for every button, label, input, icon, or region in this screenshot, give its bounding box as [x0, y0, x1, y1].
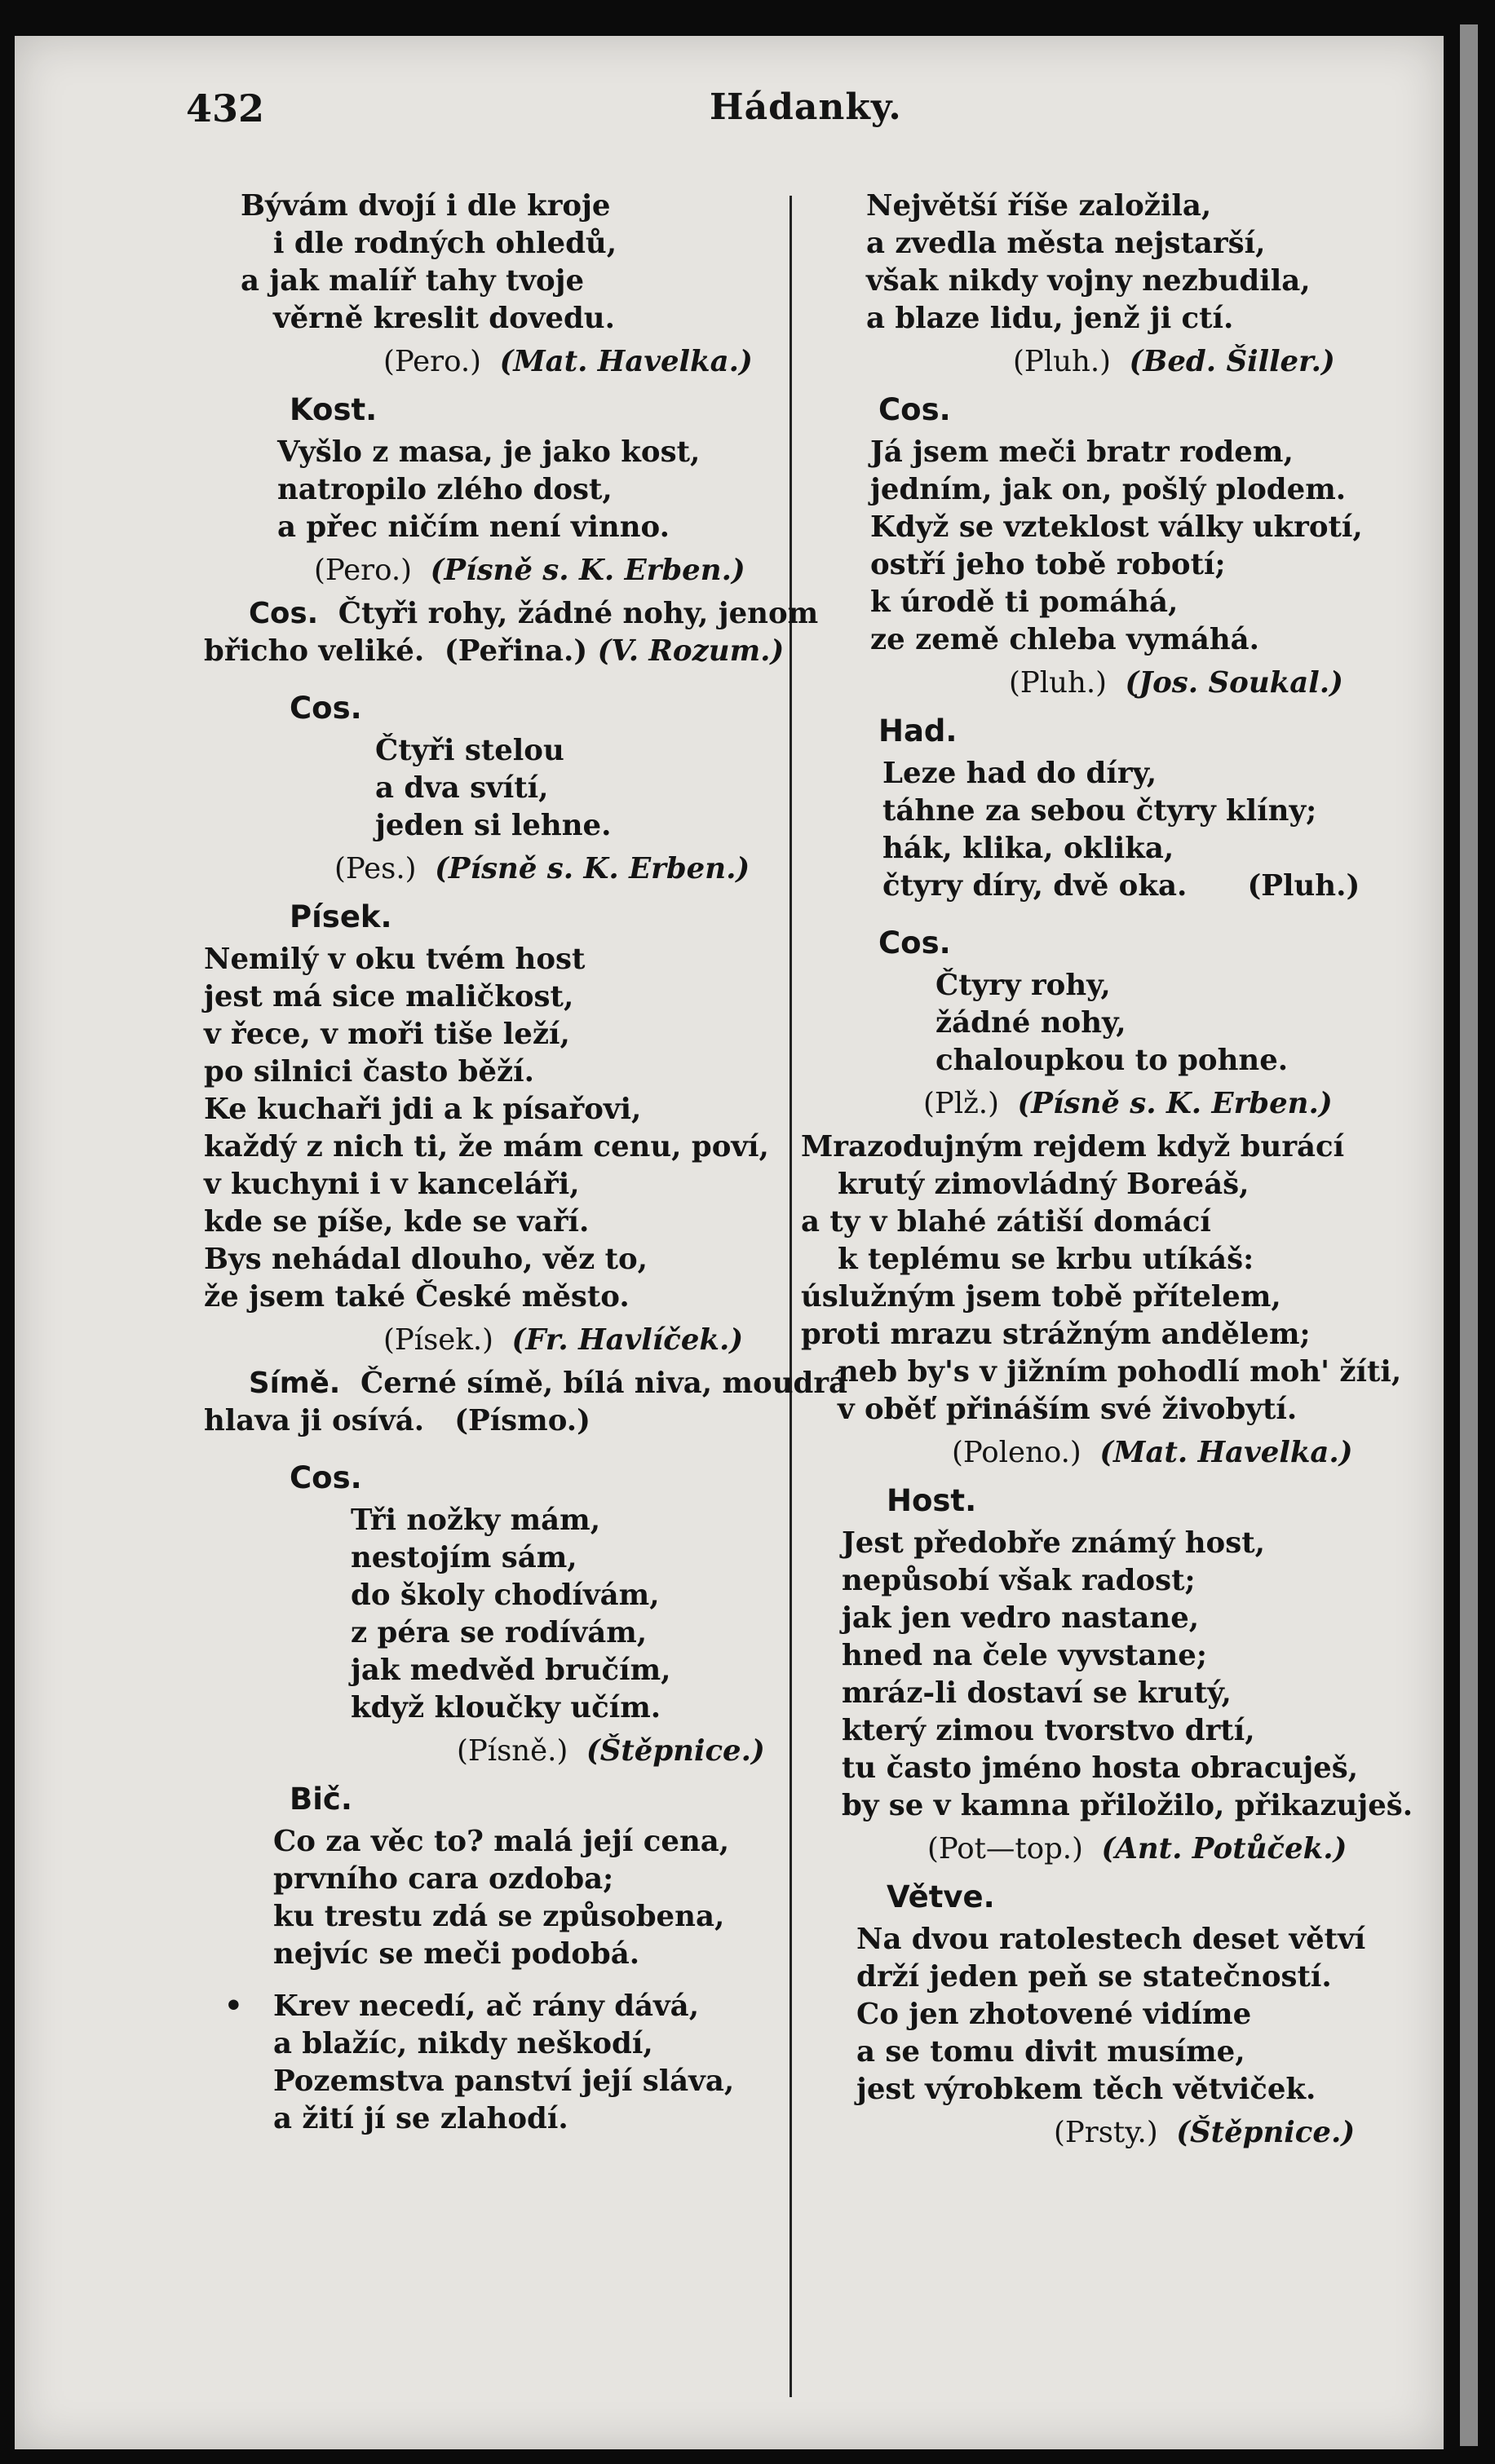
- riddle-answer: (Pluh.): [1009, 666, 1107, 700]
- riddle-answer: (Prsty.): [1054, 2116, 1158, 2149]
- verse-line: tu často jméno hosta obracuješ,: [842, 1751, 1359, 1785]
- riddle-answer: (Písně.): [457, 1734, 568, 1768]
- verse-line: každý z nich ti, že mám cenu, poví,: [204, 1130, 769, 1164]
- verse-line: hlava ji osívá.: [204, 1404, 425, 1437]
- riddle-final: [204, 1988, 791, 2138]
- verse-line: čtyry díry, dvě oka.: [882, 869, 1188, 903]
- riddle-answer: (Písmo.): [454, 1404, 590, 1437]
- riddle-pluh-1: [801, 188, 1388, 386]
- verse-line: jeden si lehne.: [375, 809, 612, 842]
- riddle-source: (Mat. Havelka.): [1099, 1436, 1353, 1469]
- verse-line: a zvedla města nejstarší,: [866, 227, 1266, 260]
- verse-line: věrně kreslit dovedu.: [273, 302, 615, 335]
- riddle-vetve: [801, 1874, 1388, 2157]
- verse-line: i dle rodných ohledů,: [273, 227, 617, 260]
- verse-line: Největší říše založila,: [866, 189, 1212, 223]
- verse-line: do školy chodívám,: [351, 1579, 660, 1612]
- verse-line: Mrazodujným rejdem když burácí: [801, 1130, 1345, 1164]
- verse-line: v oběť přináším své živobytí.: [838, 1393, 1298, 1426]
- left-column: [204, 188, 848, 2138]
- verse-line: když kloučky učím.: [351, 1691, 661, 1724]
- riddle-answer: (Peřina.): [444, 634, 588, 668]
- riddle-cos-pes: [204, 685, 791, 894]
- running-title: Hádanky.: [710, 86, 902, 128]
- verse-line: hák, klika, oklika,: [882, 832, 1174, 865]
- riddle-cos-pluh: [801, 386, 1388, 708]
- riddle-heading: Větve.: [887, 1879, 995, 1914]
- verse-line: hned na čele vyvstane;: [842, 1639, 1207, 1672]
- riddle-source: (Štěpnice.): [586, 1734, 765, 1768]
- verse-line: prvního cara ozdoba;: [273, 1862, 614, 1896]
- verse-line: z péra se rodívám,: [351, 1616, 648, 1649]
- verse-line: Čtyři rohy, žádné nohy, jenom: [338, 597, 819, 630]
- riddle-had: [801, 708, 1388, 920]
- riddle-heading: Símě.: [249, 1367, 341, 1400]
- riddle-source: (Jos. Soukal.): [1125, 666, 1343, 700]
- riddle-pisek: [204, 894, 791, 1365]
- verse-line: Leze had do díry,: [882, 757, 1157, 790]
- riddle-source: (Fr. Havlíček.): [511, 1323, 744, 1357]
- verse-line: Pozemstva panství její sláva,: [273, 2064, 735, 2098]
- verse-line: po silnici často běží.: [204, 1055, 535, 1088]
- riddle-source: (V. Rozum.): [597, 634, 785, 668]
- page-header: [0, 67, 1495, 132]
- riddle-bic: [204, 1776, 791, 1988]
- verse-line: Černé símě, bílá niva, moudrá: [360, 1367, 848, 1400]
- verse-line: natropilo zlého dost,: [277, 473, 613, 506]
- verse-line: mráz-li dostaví se krutý,: [842, 1676, 1232, 1710]
- verse-line: kde se píše, kde se vaří.: [204, 1205, 590, 1239]
- verse-line: a přec ničím není vinno.: [277, 510, 670, 544]
- riddle-answer: (Pero.): [383, 345, 482, 378]
- verse-line: a blaze lidu, jenž ji ctí.: [866, 302, 1234, 335]
- verse-line: k teplému se krbu utíkáš:: [838, 1243, 1254, 1276]
- riddle-source: (Ant. Potůček.): [1101, 1832, 1347, 1866]
- riddle-cos-pisne: [204, 1455, 791, 1776]
- riddle-heading: Had.: [878, 713, 958, 748]
- riddle-answer: (Pot—top.): [927, 1832, 1083, 1866]
- verse-line: a ty v blahé zátiší domácí: [801, 1205, 1211, 1239]
- verse-line: úslužným jsem tobě přítelem,: [801, 1280, 1281, 1314]
- verse-line: Vyšlo z masa, je jako kost,: [277, 435, 701, 469]
- verse-line: Ke kuchaři jdi a k písařovi,: [204, 1093, 642, 1126]
- verse-line: Bys nehádal dlouho, věz to,: [204, 1243, 648, 1276]
- riddle-cos-perina: [204, 595, 819, 685]
- riddle-source: (Mat. Havelka.): [499, 345, 753, 378]
- riddle-heading: Cos.: [290, 691, 362, 726]
- verse-line: a žití jí se zlahodí.: [273, 2102, 568, 2135]
- verse-line: neb by's v jižním pohodlí moh' žíti,: [838, 1355, 1402, 1389]
- verse-line: v kuchyni i v kanceláři,: [204, 1168, 580, 1201]
- verse-line: že jsem také České město.: [204, 1280, 630, 1314]
- verse-line: a jak malíř tahy tvoje: [241, 264, 585, 298]
- verse-line: by se v kamna přiložilo, přikazuješ.: [842, 1789, 1413, 1822]
- verse-line: táhne za sebou čtyry klíny;: [882, 794, 1317, 828]
- verse-line: drží jeden peň se statečností.: [856, 1960, 1332, 1994]
- riddle-heading: Host.: [887, 1483, 977, 1518]
- riddle-answer: (Pluh.): [1013, 345, 1111, 378]
- riddle-answer: (Písek.): [383, 1323, 493, 1357]
- verse-line: ze země chleba vymáhá.: [870, 623, 1260, 656]
- verse-line: a dva svítí,: [375, 771, 549, 805]
- riddle-answer: (Pero.): [314, 554, 413, 587]
- riddle-answer: (Plž.): [923, 1087, 999, 1120]
- verse-line: břicho veliké.: [204, 634, 425, 668]
- riddle-heading: Cos.: [878, 925, 951, 960]
- verse-line: proti mrazu strážným andělem;: [801, 1318, 1311, 1351]
- verse-line: krutý zimovládný Boreáš,: [838, 1168, 1250, 1201]
- verse-line: a se tomu divit musíme,: [856, 2035, 1245, 2069]
- verse-line: nestojím sám,: [351, 1541, 577, 1574]
- riddle-poleno: [801, 1128, 1402, 1477]
- riddle-pero-1: [204, 188, 791, 386]
- verse-line: Když se vzteklost války ukrotí,: [870, 510, 1363, 544]
- riddle-heading: Cos.: [290, 1460, 362, 1495]
- riddle-answer: (Poleno.): [952, 1436, 1081, 1469]
- verse-line: jest výrobkem těch větviček.: [856, 2073, 1316, 2106]
- verse-line: v řece, v moři tiše leží,: [204, 1018, 570, 1051]
- verse-line: Na dvou ratolestech deset větví: [856, 1923, 1366, 1956]
- riddle-source: (Písně s. K. Erben.): [1017, 1087, 1333, 1120]
- riddle-source: (Štěpnice.): [1176, 2116, 1356, 2149]
- riddle-cos-plz: [801, 920, 1388, 1128]
- verse-line: který zimou tvorstvo drtí,: [842, 1714, 1255, 1747]
- verse-line: k úrodě ti pomáhá,: [870, 585, 1179, 619]
- riddle-heading: Kost.: [290, 392, 378, 427]
- verse-line: jak medvěd bručím,: [351, 1654, 671, 1687]
- verse-line: Jest předobře známý host,: [842, 1526, 1265, 1560]
- riddle-heading: Bič.: [290, 1782, 352, 1817]
- verse-line: nepůsobí však radost;: [842, 1564, 1196, 1597]
- right-column: [801, 188, 1413, 2157]
- verse-line: Nemilý v oku tvém host: [204, 943, 586, 976]
- verse-line: ostří jeho tobě robotí;: [870, 548, 1226, 581]
- riddle-source: (Písně s. K. Erben.): [430, 554, 745, 587]
- verse-line: jak jen vedro nastane,: [842, 1601, 1200, 1635]
- verse-line: chaloupkou to pohne.: [935, 1044, 1289, 1077]
- verse-line: jest má sice maličkost,: [204, 980, 574, 1013]
- verse-line: Čtyry rohy,: [935, 969, 1111, 1002]
- verse-line: žádné nohy,: [935, 1006, 1126, 1040]
- riddle-heading: Cos.: [249, 597, 319, 630]
- verse-line: Já jsem meči bratr rodem,: [870, 435, 1294, 469]
- riddle-source: (Písně s. K. Erben.): [435, 852, 750, 885]
- bullet-mark: •: [224, 1989, 243, 2023]
- verse-line: Co za věc to? malá její cena,: [273, 1825, 730, 1858]
- riddle-kost: [204, 386, 791, 595]
- verse-line: Tři nožky mám,: [351, 1504, 601, 1537]
- verse-line: ku trestu zdá se způsobena,: [273, 1900, 725, 1933]
- verse-line: Co jen zhotovené vidíme: [856, 1998, 1252, 2031]
- verse-line: Krev necedí, ač rány dává,: [273, 1989, 700, 2023]
- verse-line: a blažíc, nikdy neškodí,: [273, 2027, 653, 2060]
- page-number: 432: [186, 86, 265, 130]
- riddle-host: [801, 1477, 1413, 1874]
- riddle-heading: Písek.: [290, 899, 392, 934]
- page-edge: [1460, 24, 1478, 2446]
- riddle-sime: [204, 1365, 848, 1455]
- verse-line: Bývám dvojí i dle kroje: [241, 189, 611, 223]
- verse-line: nejvíc se meči podobá.: [273, 1937, 640, 1971]
- verse-line: však nikdy vojny nezbudila,: [866, 264, 1311, 298]
- riddle-answer: (Pluh.): [1247, 869, 1360, 903]
- riddle-answer: (Pes.): [334, 852, 417, 885]
- riddle-heading: Cos.: [878, 392, 951, 427]
- riddle-source: (Bed. Šiller.): [1129, 345, 1335, 378]
- verse-line: jedním, jak on, pošlý plodem.: [870, 473, 1347, 506]
- verse-line: Čtyři stelou: [375, 734, 564, 767]
